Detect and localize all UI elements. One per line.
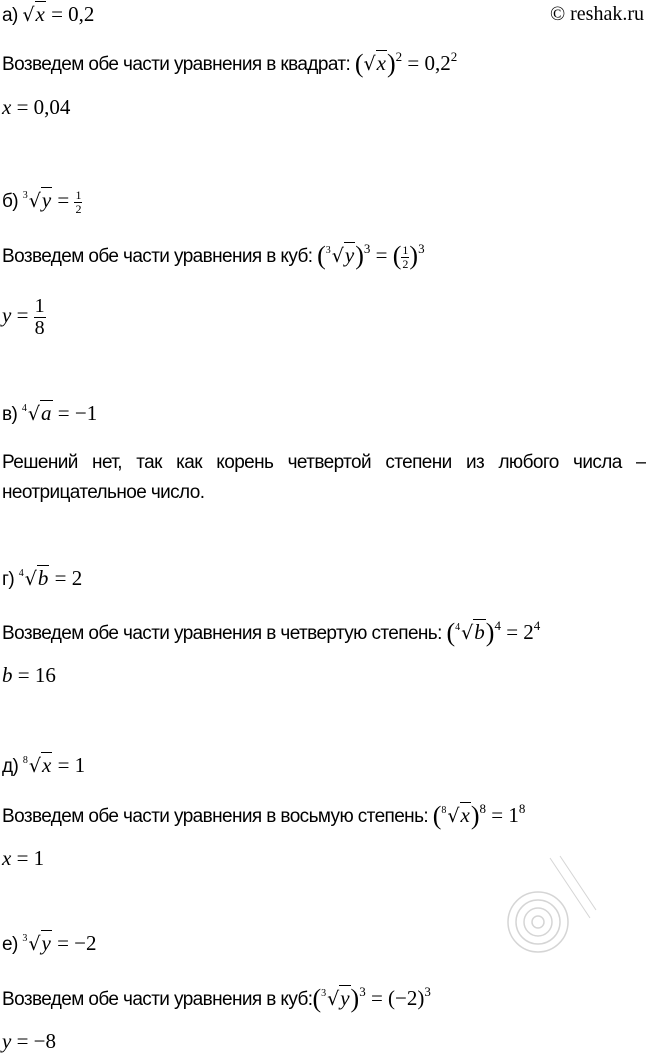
rhs: = (−2) [370, 986, 425, 1010]
result-var: y [2, 1029, 12, 1053]
var: a [41, 401, 52, 425]
eq: = −2 [57, 931, 97, 955]
index: 8 [22, 755, 28, 766]
eq: = [57, 188, 70, 212]
result-val: = 0,04 [16, 95, 71, 119]
problem-c-text-2: неотрицательное число. [2, 482, 205, 503]
num: 1 [75, 188, 82, 203]
label: а) [2, 5, 18, 26]
problem-b-heading: б) 3√y = $\frac{1}{2}$ [2, 188, 82, 216]
problem-d-heading: г) 4√b = 2 [2, 566, 83, 590]
result-val: = 1 [16, 846, 45, 870]
problem-a-heading [2, 0, 94, 28]
index: 4 [21, 403, 27, 414]
problem-f-heading: е) 3√y = −2 [2, 931, 97, 955]
den: 2 [75, 201, 82, 216]
num: 1 [402, 243, 409, 258]
var: y [41, 931, 51, 955]
rhs: = [375, 243, 388, 267]
watermark: © reshak.ru [549, 3, 644, 25]
step-text: Возведем обе части уравнения в квадрат: [2, 54, 351, 75]
label: б) [2, 191, 19, 212]
den: 2 [402, 256, 409, 271]
eq: = −1 [57, 401, 98, 425]
label: г) [2, 569, 15, 590]
pow: 3 [363, 241, 371, 256]
problem-b-result [2, 295, 46, 339]
rhs: = 1 [491, 803, 519, 827]
index: 4 [455, 622, 461, 633]
var: b [474, 620, 485, 644]
step-text: Возведем обе части уравнения в куб: [2, 989, 313, 1010]
label: д) [2, 756, 19, 777]
problem-a-result [2, 93, 70, 121]
index: 3 [22, 933, 28, 944]
eq: = 2 [54, 566, 83, 590]
sqrt: √x [22, 2, 45, 26]
rhs-pow: 4 [533, 618, 541, 633]
var: y [340, 986, 350, 1010]
result-var: x [2, 846, 12, 870]
result-var: b [2, 663, 13, 687]
rhs: = 2 [506, 620, 534, 644]
result-var: y [2, 303, 12, 328]
pow: 3 [359, 984, 366, 999]
problem-e-step: Возведем обе части уравнения в восьмую степень: $(8√x)^8 = 1^8$ [2, 801, 526, 830]
rhs-pow: 3 [424, 984, 431, 999]
problem-c-heading: в) 4√a = −1 [2, 401, 98, 425]
rhs: = 0,2 [407, 51, 451, 75]
pow: 4 [494, 618, 501, 633]
pow: 2 [395, 49, 403, 64]
rhs-pow: 8 [518, 801, 526, 816]
reshak-stamp-logo [500, 850, 610, 960]
pow: 8 [479, 801, 487, 816]
problem-a-step: Возведем обе части уравнения в квадрат: $(√x)^2 = 0,2^2$ [2, 49, 458, 78]
var: b [37, 566, 49, 590]
var: x [376, 51, 386, 75]
index: 3 [22, 190, 28, 201]
eq: = 0,2 [51, 2, 95, 26]
problem-f-step: Возведем обе части уравнения в $куб:(3√y)^3 = (-2)^3$ [2, 984, 431, 1013]
step-text: Возведем обе части уравнения в восьмую степень: [2, 806, 429, 827]
problem-e-heading: д) 8√x = 1 [2, 753, 86, 777]
index: 8 [441, 805, 447, 816]
den: 8 [34, 317, 45, 339]
rhs-pow: 3 [418, 241, 425, 256]
step-text: Возведем обе части уравнения в куб: [2, 246, 313, 267]
result-var: x [2, 95, 12, 119]
index: 3 [325, 245, 331, 256]
index: 3 [321, 988, 327, 999]
problem-f-result [2, 1027, 56, 1055]
var: x [460, 803, 470, 827]
result-val: = −8 [16, 1029, 57, 1053]
eq: = 1 [57, 753, 86, 777]
problem-c-text-1: Решений нет, так как корень четвертой степени из любого числа – [2, 452, 646, 473]
var: y [344, 243, 355, 267]
problem-d-result [2, 661, 56, 689]
var: y [41, 188, 52, 212]
problem-e-result [2, 844, 44, 872]
var: x [35, 2, 45, 26]
num: 1 [34, 295, 45, 317]
step-text: Возведем обе части уравнения в четвертую степень: [2, 623, 442, 644]
rhs-pow: 2 [450, 49, 458, 64]
problem-b-step: Возведем обе части уравнения в куб: $(3√y)^3$ = ( $\frac{1}{2}$ )$^3$ [2, 241, 425, 271]
index: 4 [18, 568, 24, 579]
result-eq: = [16, 303, 29, 328]
result-val: = 16 [17, 663, 56, 687]
problem-d-step: Возведем обе части уравнения в четвертую степень: $(4√b)^4 = 2^4$ [2, 618, 541, 647]
var: x [42, 753, 52, 777]
label: в) [2, 404, 18, 425]
label: е) [2, 934, 18, 955]
